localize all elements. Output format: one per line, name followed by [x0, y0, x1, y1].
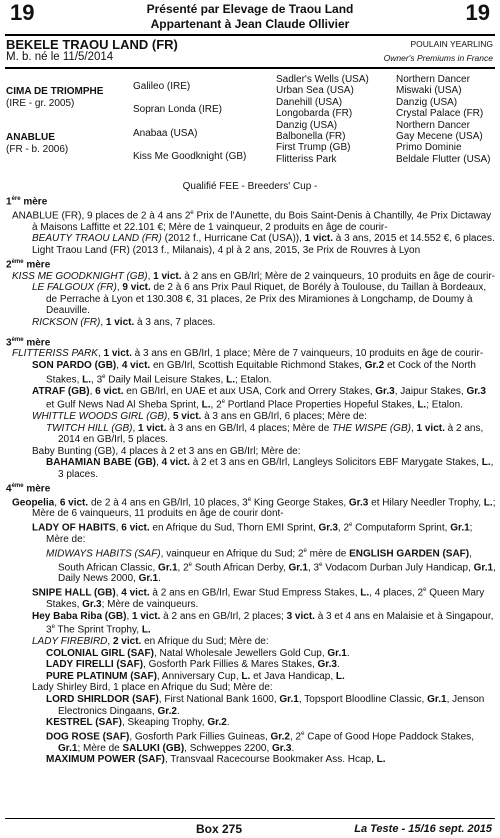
pedigree-gen3	[276, 74, 369, 165]
produce-entry: BAHAMIAN BABE (GB), 4 vict. à 2 et 3 ans en GB/Irl, Langleys Solicitors EBF Marygate Stakes, L., 3 places.	[46, 457, 494, 481]
pedigree-gen4-item: Primo Dominie	[396, 142, 462, 154]
catalogue-body	[6, 194, 496, 766]
sire-info: (IRE - gr. 2005)	[6, 98, 75, 109]
sire-name: CIMA DE TRIOMPHE	[6, 86, 104, 97]
produce-entry: SNIPE HALL (GB), 4 vict. à 2 ans en GB/Irl, Ewar Stud Empress Stakes, L., 4 places, 2e Queen Mary Stakes, Gr.3; Mère de vainqueurs.	[32, 587, 485, 610]
lot-number-right: 19	[465, 0, 490, 25]
produce-entry: COLONIAL GIRL (SAF), Natal Wholesale Jewellers Gold Cup, Gr.1.	[46, 647, 350, 659]
owner: Appartenant à Jean Claude Ollivier	[150, 17, 350, 31]
produce-entry: BEAUTY TRAOU LAND (FR) (2012 f., Hurricane Cat (USA)), 1 vict. à 3 ans, 2015 et 14.552 €, 6 places.	[32, 233, 495, 245]
pedigree-gen2: Sopran Londa (IRE)	[133, 104, 222, 115]
box-number: Box 275	[196, 822, 243, 836]
pedigree-gen3-item: Urban Sea (USA)	[276, 85, 354, 97]
pedigree-rule	[5, 67, 495, 69]
produce-entry: PURE PLATINUM (SAF), Anniversary Cup, L. et Java Handicap, L.	[46, 670, 345, 682]
produce-entry: MAXIMUM POWER (SAF), Transvaal Racecourse Bookmaker Ass. Hcap, L.	[46, 754, 386, 766]
produce-entry: WHITTLE WOODS GIRL (GB), 5 vict. à 3 ans en GB/Irl, 6 places; Mère de:	[32, 411, 367, 423]
premium-note: Owner's Premiums in France	[383, 53, 493, 63]
pedigree-gen2: Kiss Me Goodknight (GB)	[133, 151, 247, 162]
pedigree-gen3-item: First Trump (GB)	[276, 142, 351, 154]
produce-entry: Light Traou Land (FR) (2013 f., Milanais), 4 pl à 2 ans, 2015, 3e Prix de Rouvres à Lyon	[32, 245, 421, 257]
header-rule	[5, 34, 495, 36]
horse-name: BEKELE TRAOU LAND (FR)	[6, 37, 178, 52]
second-dam-record: KISS ME GOODKNIGHT (GB), 1 vict. à 2 ans en GB/Irl; Mère de 2 vainqueurs, 10 produits en âge de courir-	[12, 270, 496, 282]
produce-entry: LADY FIRELLI (SAF), Gosforth Park Fillies & Mares Stakes, Gr.3.	[46, 659, 340, 671]
pedigree-gen3-item: Balbonella (FR)	[276, 131, 346, 143]
fourth-dam-record: Geopelia, 6 vict. de 2 à 4 ans en GB/Irl, 10 places, 3e King George Stakes, Gr.3 et Hilary Needler Trophy, L.; Mère de 6 vainqueurs, 11 produits en âge de courir dont-	[12, 496, 496, 520]
pedigree-gen3-item: Danehill (USA)	[276, 96, 343, 108]
dam-record: ANABLUE (FR), 9 places de 2 à 4 ans 2e Prix de l'Aunette, du Bois Saint-Denis à Chantilly, 4e Prix Dictaway à Maisons Laffitte et 22.101 €; Mère de 1 vainqueur, 2 produits en âge de courir-	[12, 209, 492, 233]
pedigree-gen4-item: Northern Dancer	[396, 74, 470, 85]
produce-entry: TWITCH HILL (GB), 1 vict. à 3 ans en GB/Irl, 4 places; Mère de THE WISPE (GB), 1 vict. à 2 ans, 2014 en GB/Irl, 5 places.	[46, 422, 484, 446]
qualification: Qualifié FEE - Breeders' Cup -	[182, 181, 318, 192]
produce-entry: MIDWAYS HABITS (SAF), vainqueur en Afrique du Sud; 2e mère de ENGLISH GARDEN (SAF), South African Classic, Gr.1, 2e South African Derby, Gr.1, 3e Vodacom Durban July Handicap, Gr.1, Daily News 2000, Gr.1.	[46, 547, 496, 585]
produce-entry: KESTREL (SAF), Skeaping Trophy, Gr.2.	[46, 717, 230, 729]
pedigree-gen3-item: Longobarda (FR)	[276, 108, 353, 120]
produce-entry: LORD SHIRLDOR (SAF), First National Bank 1600, Gr.1, Topsport Bloodline Classic, Gr.1, Jenson Electronics Dingaans, Gr.2.	[46, 694, 485, 717]
pedigree-gen4-item: Miswaki (USA)	[396, 85, 462, 97]
produce-entry: Baby Bunting (GB), 4 places à 2 et 3 ans en GB/Irl; Mère de:	[32, 445, 301, 457]
presenter: Présenté par Elevage de Traou Land	[146, 2, 354, 16]
pedigree-gen4-item: Danzig (USA)	[396, 96, 458, 108]
produce-entry: RICKSON (FR), 1 vict. à 3 ans, 7 places.	[32, 316, 216, 328]
produce-entry: SON PARDO (GB), 4 vict. en GB/Irl, Scottish Equitable Richmond Stakes, Gr.2 et Cock of the North Stakes, L., 3e Daily Mail Leisure Stakes, L.; Etalon.	[32, 360, 476, 385]
footer-rule	[5, 818, 495, 819]
section-second-dam: 2ème mère	[6, 258, 51, 270]
sale-info: La Teste - 15/16 sept. 2015	[354, 823, 492, 835]
pedigree-gen2: Anabaa (USA)	[133, 128, 198, 139]
horse-birth: M. b. né le 11/5/2014	[6, 51, 114, 63]
produce-entry: ATRAF (GB), 6 vict. en GB/Irl, en UAE et aux USA, Cork and Orrery Stakes, Gr.3, Jaipur Stakes, Gr.3 et Gulf News Nad Al Sheba Sprint, L., 2e Portland Place Properties Hopeful Stakes, L.; Etalon.	[32, 385, 486, 411]
third-dam-record: FLITTERISS PARK, 1 vict. à 3 ans en GB/Irl, 1 place; Mère de 7 vainqueurs, 10 produits en âge de courir-	[12, 348, 484, 360]
pedigree-gen3-item: Flitteriss Park	[276, 153, 337, 165]
pedigree-gen3-item: Danzig (USA)	[276, 119, 338, 131]
dam-name: ANABLUE	[6, 132, 55, 143]
pedigree-gen4-item: Northern Dancer	[396, 119, 470, 131]
pedigree-gen4-item: Gay Mecene (USA)	[396, 131, 483, 143]
pedigree-gen2: Galileo (IRE)	[133, 81, 191, 92]
horse-category: POULAIN YEARLING	[410, 39, 493, 49]
produce-entry: LADY FIREBIRD, 2 vict. en Afrique du Sud; Mère de:	[32, 636, 269, 648]
pedigree-gen4	[396, 74, 490, 165]
pedigree-gen4-item: Beldale Flutter (USA)	[396, 153, 491, 165]
produce-entry: LADY OF HABITS, 6 vict. en Afrique du Sud, Thorn EMI Sprint, Gr.3, 2e Computaform Sprint, Gr.1; Mère de:	[32, 522, 473, 545]
pedigree-gen3-item: Sadler's Wells (USA)	[276, 74, 369, 85]
produce-entry: Hey Baba Riba (GB), 1 vict. à 2 ans en GB/Irl, 2 places; 3 vict. à 3 et 4 ans en Malaisie et à Singapour, 3e The Sprint Trophy, L.	[32, 610, 494, 636]
dam-info: (FR - b. 2006)	[6, 144, 69, 155]
section-third-dam: 3ème mère	[6, 336, 51, 348]
section-fourth-dam: 4ème mère	[6, 482, 51, 494]
section-first-dam: 1ère mère	[6, 196, 48, 208]
produce-entry: DOG ROSE (SAF), Gosforth Park Fillies Guineas, Gr.2, 2e Cape of Good Hope Paddock Stakes, Gr.1; Mère de SALUKI (GB), Schweppes 2200, Gr.3.	[46, 730, 475, 754]
produce-entry: LE FALGOUX (FR), 9 vict. de 2 à 6 ans Prix Paul Riquet, de Borély à Toulouse, du Taillan à Bordeaux, de Perrache à Lyon et 130.308 €, 31 places, 2e Prix des Miramiones à Longchamp, de Doumy à Deauville.	[32, 282, 487, 317]
pedigree-gen4-item: Crystal Palace (FR)	[396, 108, 484, 120]
produce-entry: Lady Shirley Bird, 1 place en Afrique du Sud; Mère de:	[32, 682, 273, 694]
lot-number-left: 19	[10, 0, 35, 25]
